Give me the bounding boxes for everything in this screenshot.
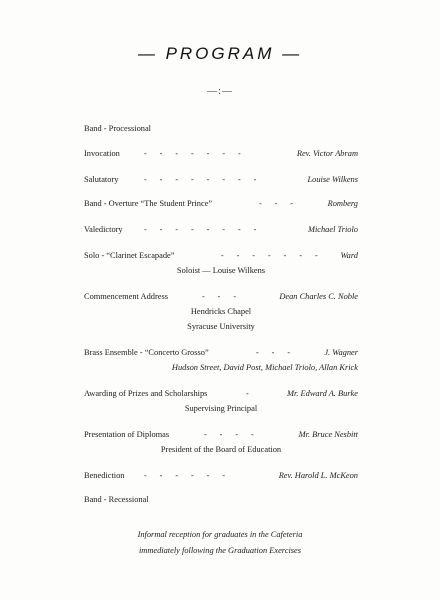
program-item-person: Ward [340,251,358,260]
program-item-detail: President of the Board of Education [160,445,282,454]
program-item [84,493,358,507]
program-item [84,197,358,211]
leader-dashes: - - - - - - - [144,149,247,158]
program-item [84,290,358,304]
program-item-label: Commencement Address [84,292,168,301]
program-item-detail: Syracuse University [187,322,255,331]
program-item [84,428,358,442]
program-item [84,249,358,263]
leader-dashes: - - - - - - [144,471,231,480]
leader-dashes: - - - - - - - - [144,175,262,184]
program-item-person: Dean Charles C. Noble [279,292,358,301]
program-item-detail: Soloist — Louise Wilkens [176,266,266,275]
program-item-person: J. Wagner [324,348,358,357]
program-item-label: Benediction [84,471,125,480]
program-item-label: Salutatory [84,175,119,184]
program-item-label: Solo - “Clarinet Escapade” [84,251,175,260]
leader-dashes: - [246,389,255,398]
page-title: — PROGRAM — [137,44,303,63]
leader-dashes: - - - [202,292,242,301]
program-item-person: Mr. Edward A. Burke [287,389,358,398]
program-item [84,387,358,401]
program-item-person: Rev. Harold L. McKeon [278,471,358,480]
reception-note-line-2: immediately following the Graduation Exercises [138,546,302,555]
program-item-person: Mr. Bruce Nesbitt [298,430,358,439]
program-item-detail: Supervising Principal [184,404,258,413]
program-item-label: Band - Overture “The Student Prince” [84,199,213,208]
program-item-person: Louise Wilkens [307,175,358,184]
program-item-label: Presentation of Diplomas [84,430,170,439]
program-item-performers: Hudson Street, David Post, Michael Triolo, Allan Krick [171,363,358,372]
leader-dashes: - - - - - - - - [144,225,262,234]
leader-dashes: - - - - - - - [221,251,324,260]
program-item-person: Michael Triolo [307,225,358,234]
program-item-label: Awarding of Prizes and Scholarships [84,389,208,398]
program-item [84,346,358,360]
program-item [84,173,358,187]
program-item [84,147,358,161]
leader-dashes: - - - [256,348,296,357]
program-item [84,469,358,483]
program-item [84,122,358,136]
program-item-person: Rev. Victor Abram [296,149,358,158]
program-item-person: Romberg [327,199,358,208]
program-item-label: Band - Processional [84,124,151,133]
title-divider: —:— [207,86,233,97]
program-item-label: Valedictory [84,225,123,234]
leader-dashes: - - - - [204,430,260,439]
program-item-detail: Hendricks Chapel [190,307,252,316]
program-item-label: Invocation [84,149,120,158]
program-item [84,223,358,237]
reception-note-line-1: Informal reception for graduates in the Cafeteria [137,530,303,539]
program-item-label: Band - Recessional [84,495,149,504]
program-item-label: Brass Ensemble - “Concerto Grosso” [84,348,209,357]
leader-dashes: - - - [259,199,299,208]
